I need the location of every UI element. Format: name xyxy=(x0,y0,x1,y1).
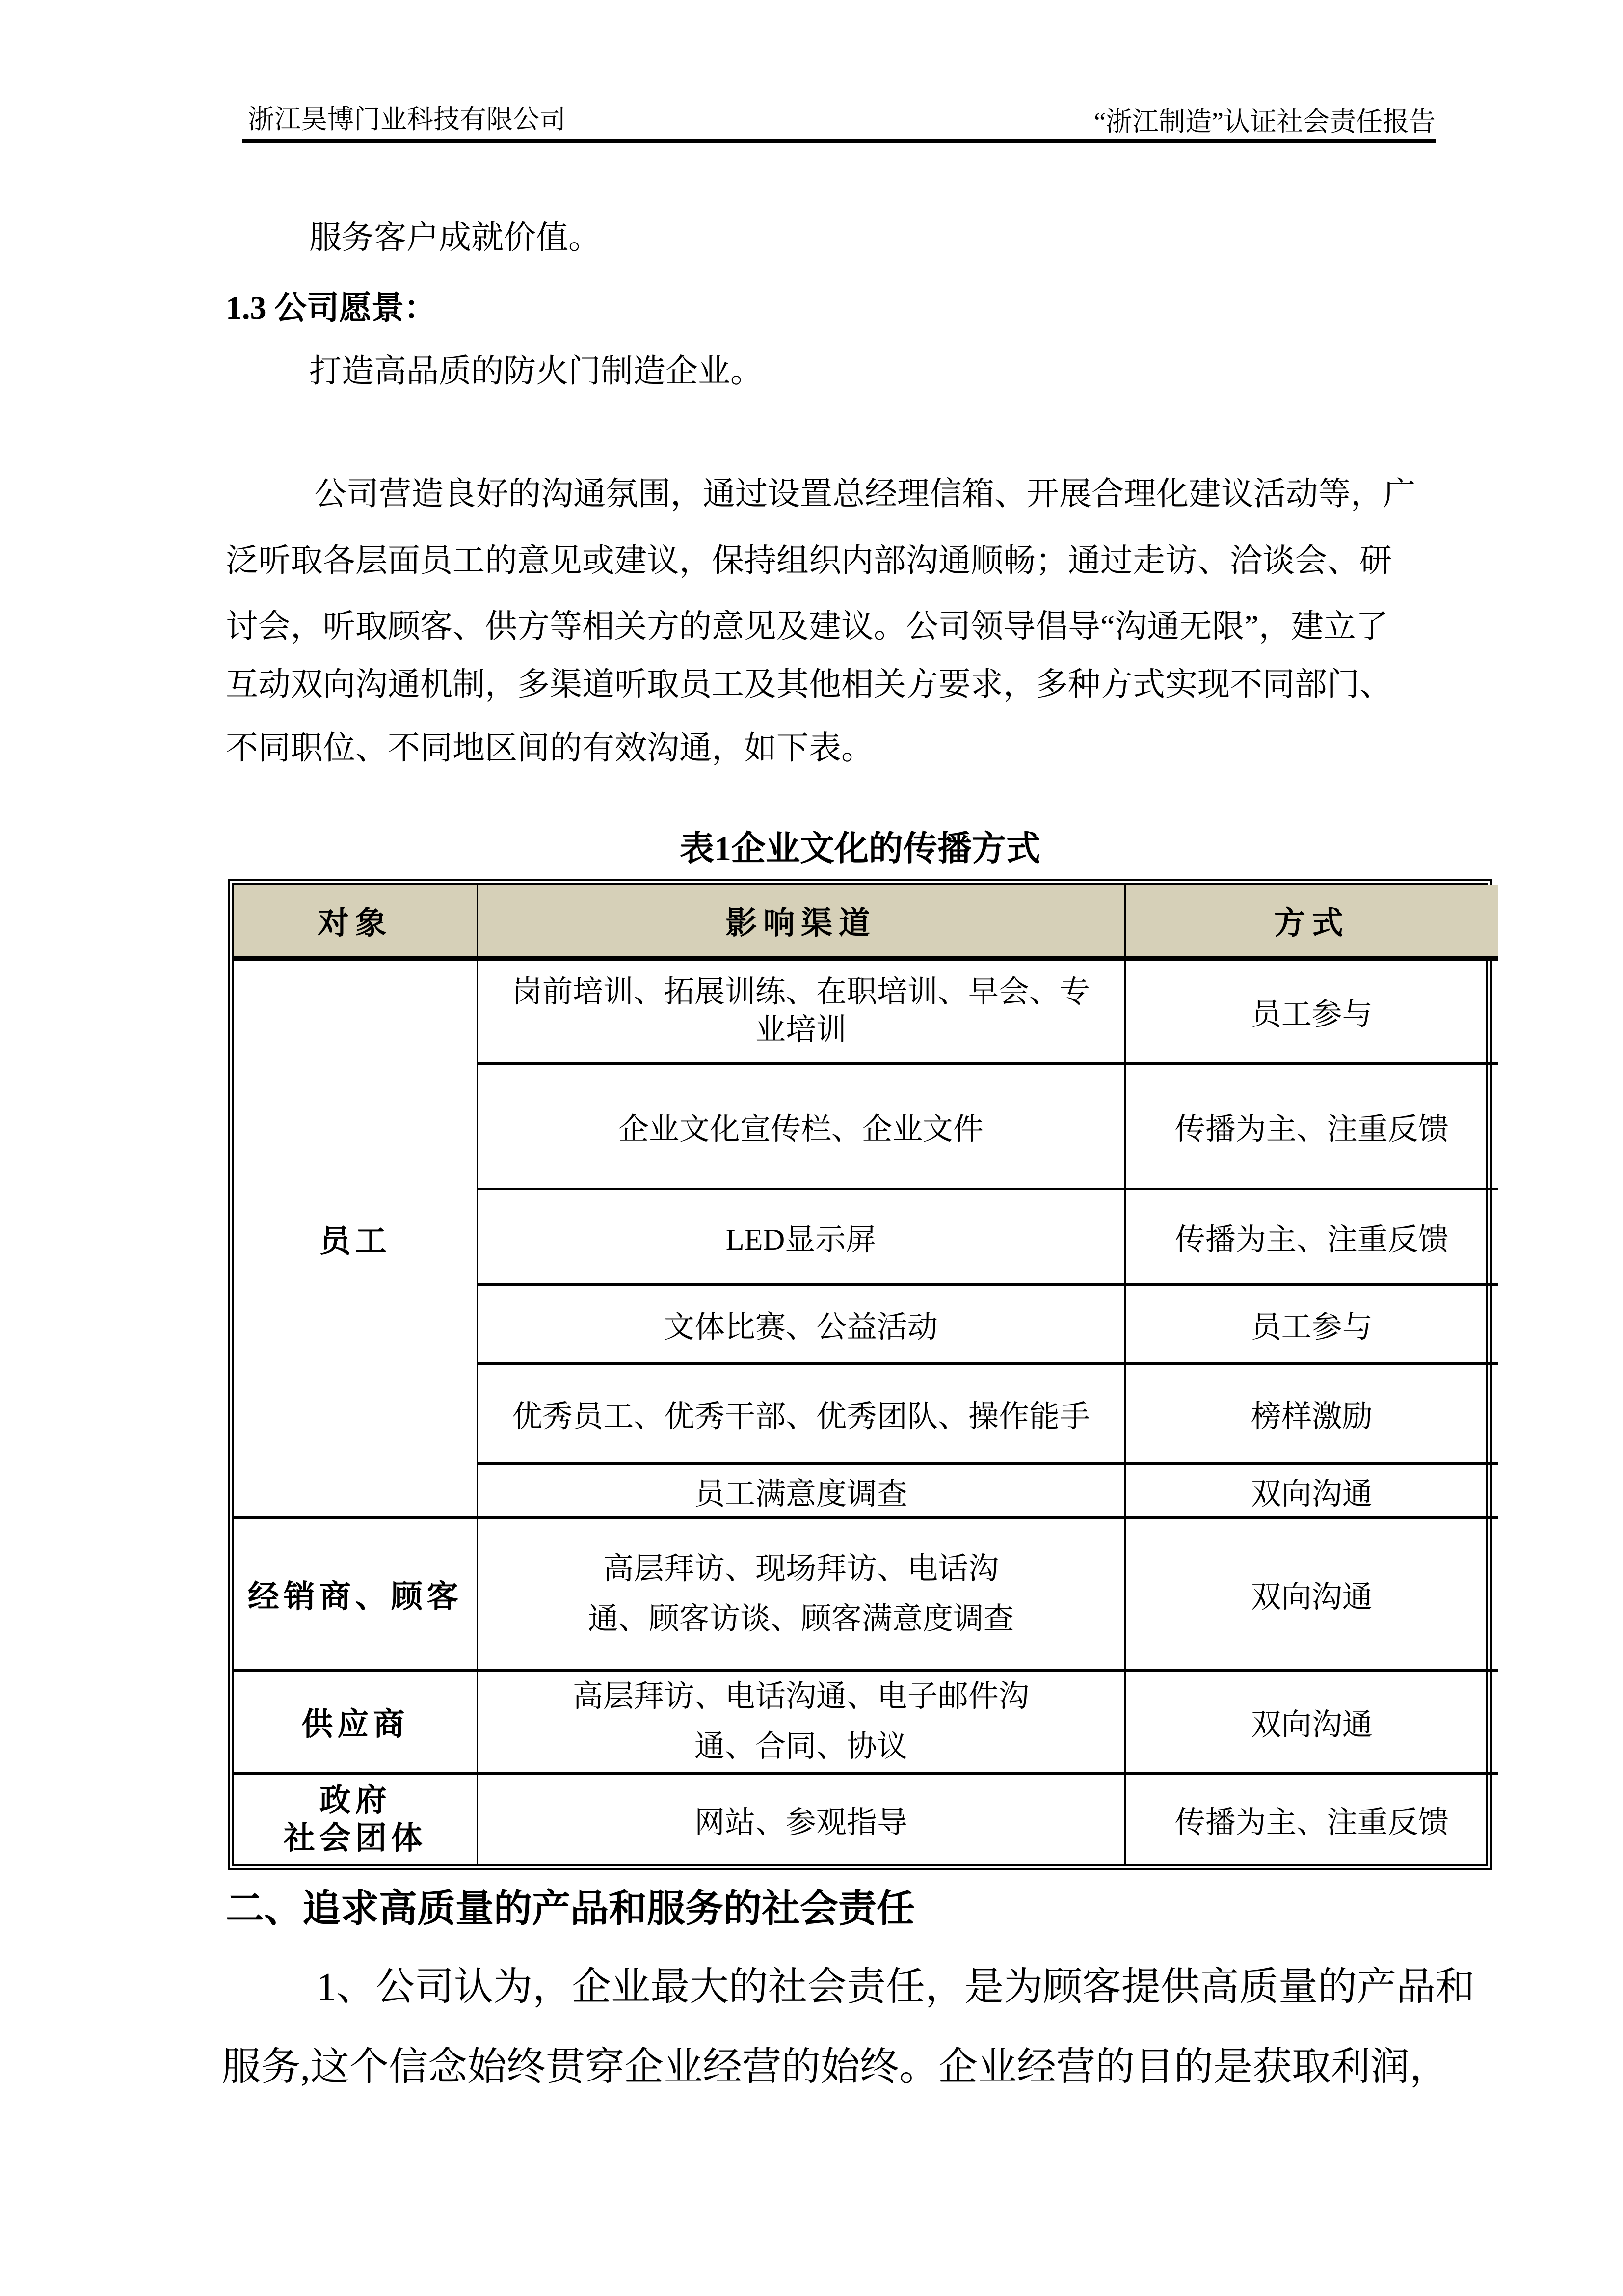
table-row xyxy=(234,1518,1498,1670)
method-cell: 双向沟通 xyxy=(1125,1670,1498,1774)
channel-line: 通、合同、协议 xyxy=(694,1730,907,1764)
header-rule xyxy=(242,139,1436,143)
section-paragraph-line: 1、公司认为，企业最大的社会责任，是为顾客提供高质量的产品和 xyxy=(317,1966,1475,2009)
page-header-left: 浙江昊博门业科技有限公司 xyxy=(248,105,566,134)
paragraph-line: 讨会，听取顾客、供方等相关方的意见及建议。公司领导倡导“沟通无限”，建立了 xyxy=(226,609,1388,645)
paragraph-line: 不同职位、不同地区间的有效沟通，如下表。 xyxy=(226,730,874,766)
channel-line: 业培训 xyxy=(755,1013,847,1047)
table-row xyxy=(234,1774,1498,1864)
table-title: 表1企业文化的传播方式 xyxy=(680,830,1040,868)
body-line-vision-heading: 1.3 公司愿景： xyxy=(226,290,436,326)
paragraph-line: 公司营造良好的沟通氛围，通过设置总经理信箱、开展合理化建议活动等，广 xyxy=(314,476,1415,512)
channel-line: 岗前培训、拓展训练、在职培训、早会、专 xyxy=(511,975,1090,1009)
channel-cell: 员工满意度调查 xyxy=(477,1464,1125,1518)
column-header-method: 方式 xyxy=(1125,885,1498,958)
paragraph-line: 泛听取各层面员工的意见或建议，保持组织内部沟通顺畅；通过走访、洽谈会、研 xyxy=(226,543,1392,579)
channel-line: 高层拜访、电话沟通、电子邮件沟 xyxy=(572,1680,1029,1713)
method-cell: 榜样激励 xyxy=(1125,1363,1498,1464)
body-line-values: 服务客户成就价值。 xyxy=(309,220,601,256)
stakeholder-cell-suppliers: 供应商 xyxy=(234,1670,477,1774)
paragraph-line: 互动双向沟通机制，多渠道听取员工及其他相关方要求，多种方式实现不同部门、 xyxy=(226,667,1392,702)
method-cell: 双向沟通 xyxy=(1125,1464,1498,1518)
channel-line: 高层拜访、现场拜访、电话沟 xyxy=(603,1552,999,1586)
method-cell: 员工参与 xyxy=(1125,958,1498,1064)
culture-table xyxy=(234,885,1498,1864)
stakeholder-cell-employees: 员工 xyxy=(234,958,477,1518)
channel-cell: LED显示屏 xyxy=(477,1189,1125,1285)
stakeholder-cell-dealers-customers: 经销商、顾客 xyxy=(234,1518,477,1670)
method-cell: 传播为主、注重反馈 xyxy=(1125,1064,1498,1189)
method-cell: 双向沟通 xyxy=(1125,1518,1498,1670)
table-row xyxy=(234,958,1498,1064)
column-header-channel: 影响渠道 xyxy=(477,885,1125,958)
method-cell: 传播为主、注重反馈 xyxy=(1125,1189,1498,1285)
table-header-row xyxy=(234,885,1498,958)
channel-cell: 网站、参观指导 xyxy=(477,1774,1125,1864)
section-paragraph-line: 服务,这个信念始终贯穿企业经营的始终。企业经营的目的是获取利润， xyxy=(222,2046,1449,2089)
stakeholder-line: 社会团体 xyxy=(283,1820,427,1856)
channel-cell: 文体比赛、公益活动 xyxy=(477,1285,1125,1363)
channel-cell xyxy=(477,958,1125,1064)
method-cell: 员工参与 xyxy=(1125,1285,1498,1363)
stakeholder-line: 政府 xyxy=(319,1783,391,1818)
channel-cell xyxy=(477,1670,1125,1774)
table-row xyxy=(234,1670,1498,1774)
method-cell: 传播为主、注重反馈 xyxy=(1125,1774,1498,1864)
channel-cell: 企业文化宣传栏、企业文件 xyxy=(477,1064,1125,1189)
culture-table-container xyxy=(228,879,1492,1870)
page-header-right: “浙江制造”认证社会责任报告 xyxy=(1094,107,1436,136)
channel-cell xyxy=(477,1518,1125,1670)
section-heading: 二、追求高质量的产品和服务的社会责任 xyxy=(226,1887,915,1930)
channel-cell: 优秀员工、优秀干部、优秀团队、操作能手 xyxy=(477,1363,1125,1464)
channel-line: 通、顾客访谈、顾客满意度调查 xyxy=(587,1602,1014,1636)
stakeholder-cell-government xyxy=(234,1774,477,1864)
column-header-object: 对象 xyxy=(234,885,477,958)
body-line-vision-text: 打造高品质的防火门制造企业。 xyxy=(309,353,763,389)
